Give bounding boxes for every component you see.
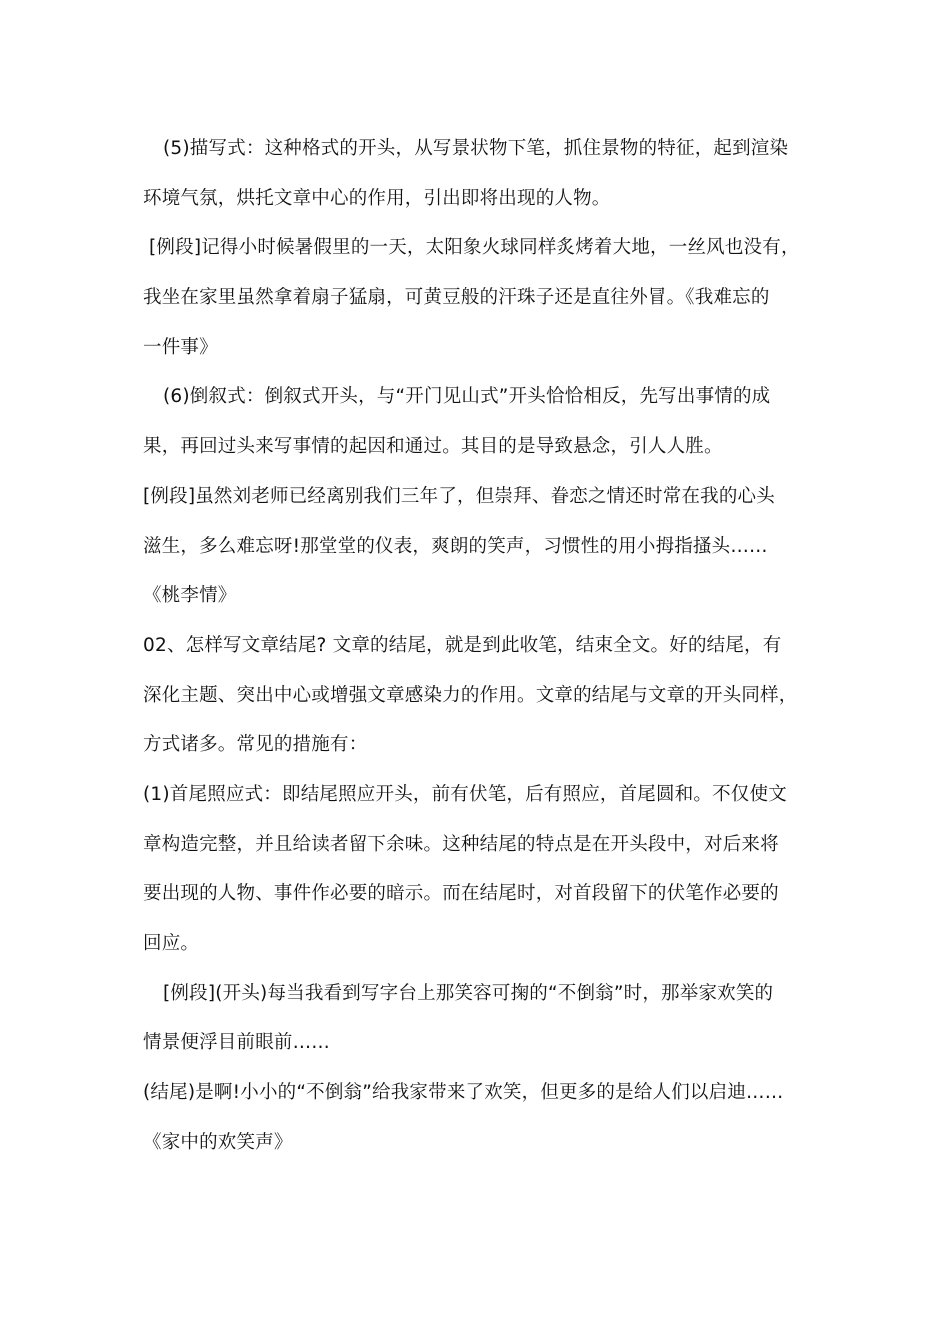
- text-line: (6)倒叙式：倒叙式开头，与“开门见山式”开头恰恰相反，先写出事情的成: [163, 386, 771, 408]
- text-line: [例段]虽然刘老师已经离别我们三年了，但崇拜、眷恋之情还时常在我的心头: [143, 485, 775, 507]
- text-line: 章构造完整，并且给读者留下余味。这种结尾的特点是在开头段中，对后来将: [143, 833, 779, 855]
- text-line: 《桃李情》: [143, 585, 237, 607]
- text-line: 《家中的欢笑声》: [143, 1131, 293, 1153]
- text-line: 情景便浮目前眼前……: [143, 1032, 331, 1054]
- text-line: 一件事》: [143, 336, 218, 358]
- text-line: 我坐在家里虽然拿着扇子猛扇，可黄豆般的汗珠子还是直往外冒。《我难忘的: [143, 287, 770, 309]
- text-line: 果，再回过头来写事情的起因和通过。其目的是导致悬念，引人人胜。: [143, 436, 723, 458]
- text-line: (结尾)是啊!小小的“不倒翁”给我家带来了欢笑，但更多的是给人们以启迪……: [143, 1082, 784, 1104]
- text-line: (5)描写式：这种格式的开头，从写景状物下笔，抓住景物的特征，起到渲染: [163, 138, 789, 159]
- text-line: 要出现的人物、事件作必要的暗示。而在结尾时，对首段留下的伏笔作必要的: [143, 883, 779, 905]
- document-page: [143, 124, 815, 1167]
- text-line: 方式诸多。常见的措施有：: [143, 734, 368, 756]
- text-line: 深化主题、突出中心或增强文章感染力的作用。文章的结尾与文章的开头同样，: [143, 684, 798, 706]
- section-heading-line: 02、怎样写文章结尾? 文章的结尾，就是到此收笔，结束全文。好的结尾，有: [143, 634, 782, 656]
- text-line: (1)首尾照应式：即结尾照应开头，前有伏笔，后有照应，首尾圆和。不仅使文: [143, 783, 787, 805]
- text-line: [例段]记得小时候暑假里的一天，太阳象火球同样炙烤着大地，一丝风也没有，: [149, 237, 800, 259]
- text-line: [例段](开头)每当我看到写字台上那笑容可掬的“不倒翁”时，那举家欢笑的: [163, 982, 774, 1004]
- text-line: 滋生，多么难忘呀!那堂堂的仪表，爽朗的笑声，习惯性的用小拇指搔头……: [143, 535, 768, 557]
- text-line: 环境气氛，烘托文章中心的作用，引出即将出现的人物。: [143, 187, 611, 209]
- text-line: 回应。: [143, 933, 200, 954]
